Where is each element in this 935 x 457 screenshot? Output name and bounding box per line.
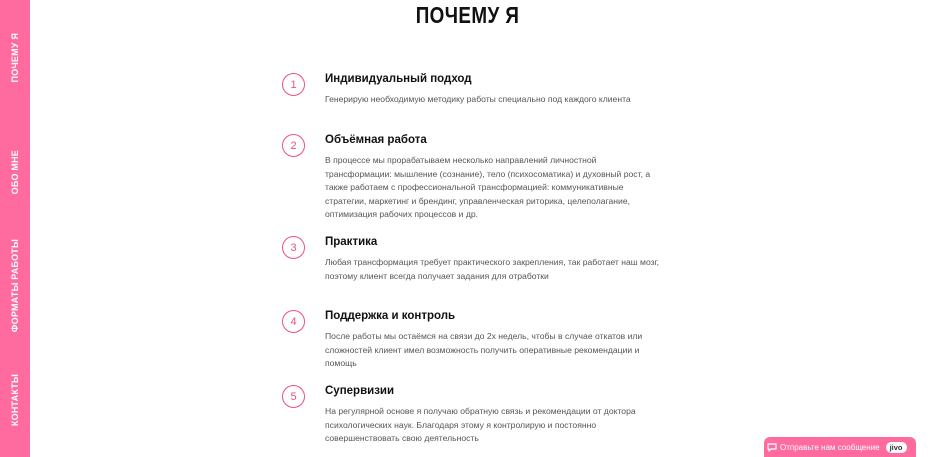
item-title: Практика	[325, 236, 378, 248]
sidebar-item-work-formats[interactable]	[0, 239, 30, 333]
item-text: На регулярной основе я получаю обратную связь и рекомендации от доктора психологических наук. Благодаря этому я контролирую и постоянно совершенствовать свою деятельность	[325, 406, 636, 443]
sidebar-item-label: КОНТАКТЫ	[10, 373, 20, 427]
item-text: В процессе мы прорабатываем несколько направлений личностной трансформации: мышление (сознание), тело (психосоматика) и духовный рост, а также работаем с профессиональной трансформацией: коммуникативные стратегии, маркетинг и брендинг, управленческая риторика, целеполагание, оптимизация рабочих процессов и др.	[325, 155, 651, 219]
number-badge: 1	[282, 73, 305, 96]
sidebar-item-label: ФОРМАТЫ РАБОТЫ	[10, 239, 20, 333]
sidebar-nav	[0, 0, 30, 457]
item-text: После работы мы остаёмся на связи до 2х недель, чтобы в случае откатов или сложностей клиент имел возможность получить оперативные рекомендации и помощь	[325, 331, 643, 368]
chat-widget-button[interactable]	[764, 437, 916, 457]
sidebar-item-contacts[interactable]	[0, 373, 30, 427]
sidebar-item-label: ОБО МНЕ	[10, 149, 20, 195]
item-text: Генерирую необходимую методику работы специально под каждого клиента	[325, 94, 631, 104]
number-badge: 2	[282, 134, 305, 157]
jivo-logo: jivo	[886, 442, 907, 453]
item-title: Супервизии	[325, 385, 395, 397]
number-badge: 3	[282, 236, 305, 259]
item-text: Любая трансформация требует практического закрепления, так работает наш мозг, поэтому клиент всегда получает задания для отработки	[325, 257, 660, 281]
chat-bubble-icon	[764, 437, 780, 457]
sidebar-item-why-me[interactable]	[0, 33, 30, 83]
item-title: Объёмная работа	[325, 134, 427, 146]
number-badge: 4	[282, 310, 305, 333]
sidebar-item-label: ПОЧЕМУ Я	[10, 33, 20, 83]
item-title: Индивидуальный подход	[325, 73, 472, 85]
item-title: Поддержка и контроль	[325, 310, 456, 322]
number-badge: 5	[282, 385, 305, 408]
chat-label: Отправьте нам сообщение	[780, 442, 880, 452]
sidebar-item-about-me[interactable]	[0, 149, 30, 195]
page-title: ПОЧЕМУ Я	[415, 2, 520, 28]
